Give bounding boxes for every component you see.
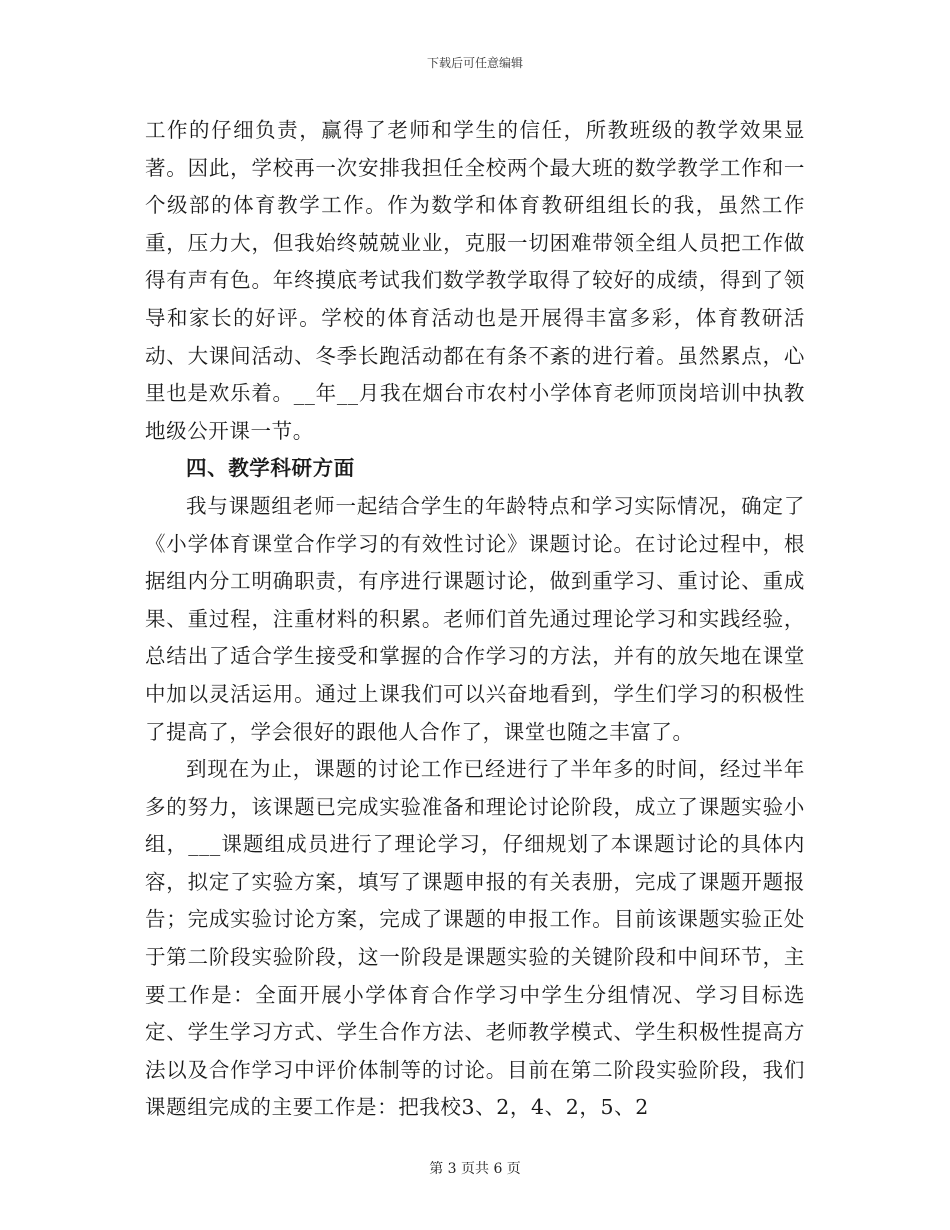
- paragraph-continuation: 工作的仔细负责，赢得了老师和学生的信任，所教班级的教学效果显著。因此，学校再一次安排我担任全校两个最大班的数学教学工作和一个级部的体育教学工作。作为数学和体育教研组组长的我，虽然工作重，压力大，但我始终兢兢业业，克服一切困难带领全组人员把工作做得有声有色。年终摸底考试我们数学教学取得了较好的成绩，得到了领导和家长的好评。学校的体育活动也是开展得丰富多彩，体育教研活动、大课间活动、冬季长跑活动都在有条不紊的进行着。虽然累点，心里也是欢乐着。__年__月我在烟台市农村小学体育老师顶岗培训中执教地级公开课一节。: [145, 118, 805, 443]
- page-header: 下载后可任意编辑: [426, 56, 523, 70]
- page-number: 第 3 页共 6 页: [429, 1161, 521, 1177]
- document-body: [145, 112, 805, 1127]
- section-heading: 四、教学科研方面: [186, 456, 355, 481]
- paragraph-research: 我与课题组老师一起结合学生的年龄特点和学习实际情况，确定了《小学体育课堂合作学习的有效性讨论》课题讨论。在讨论过程中，根据组内分工明确职责，有序进行课题讨论，做到重学习、重讨论、重成果、重过程，注重材料的积累。老师们首先通过理论学习和实践经验，总结出了适合学生接受和掌握的合作学习的方法，并有的放矢地在课堂中加以灵活运用。通过上课我们可以兴奋地看到，学生们学习的积极性了提高了，学会很好的跟他人合作了，课堂也随之丰富了。: [145, 493, 805, 744]
- paragraph-progress: 到现在为止，课题的讨论工作已经进行了半年多的时间，经过半年多的努力，该课题已完成实验准备和理论讨论阶段，成立了课题实验小组，___课题组成员进行了理论学习，仔细规划了本课题讨论的具体内容，拟定了实验方案，填写了课题申报的有关表册，完成了课题开题报告；完成实验讨论方案，完成了课题的申报工作。目前该课题实验正处于第二阶段实验阶段，这一阶段是课题实验的关键阶段和中间环节，主要工作是：全面开展小学体育合作学习中学生分组情况、学习目标选定、学生学习方式、学生合作方法、老师教学模式、学生积极性提高方法以及合作学习中评价体制等的讨论。目前在第二阶段实验阶段，我们课题组完成的主要工作是：把我校3、2，4、2，5、2: [145, 757, 805, 1120]
